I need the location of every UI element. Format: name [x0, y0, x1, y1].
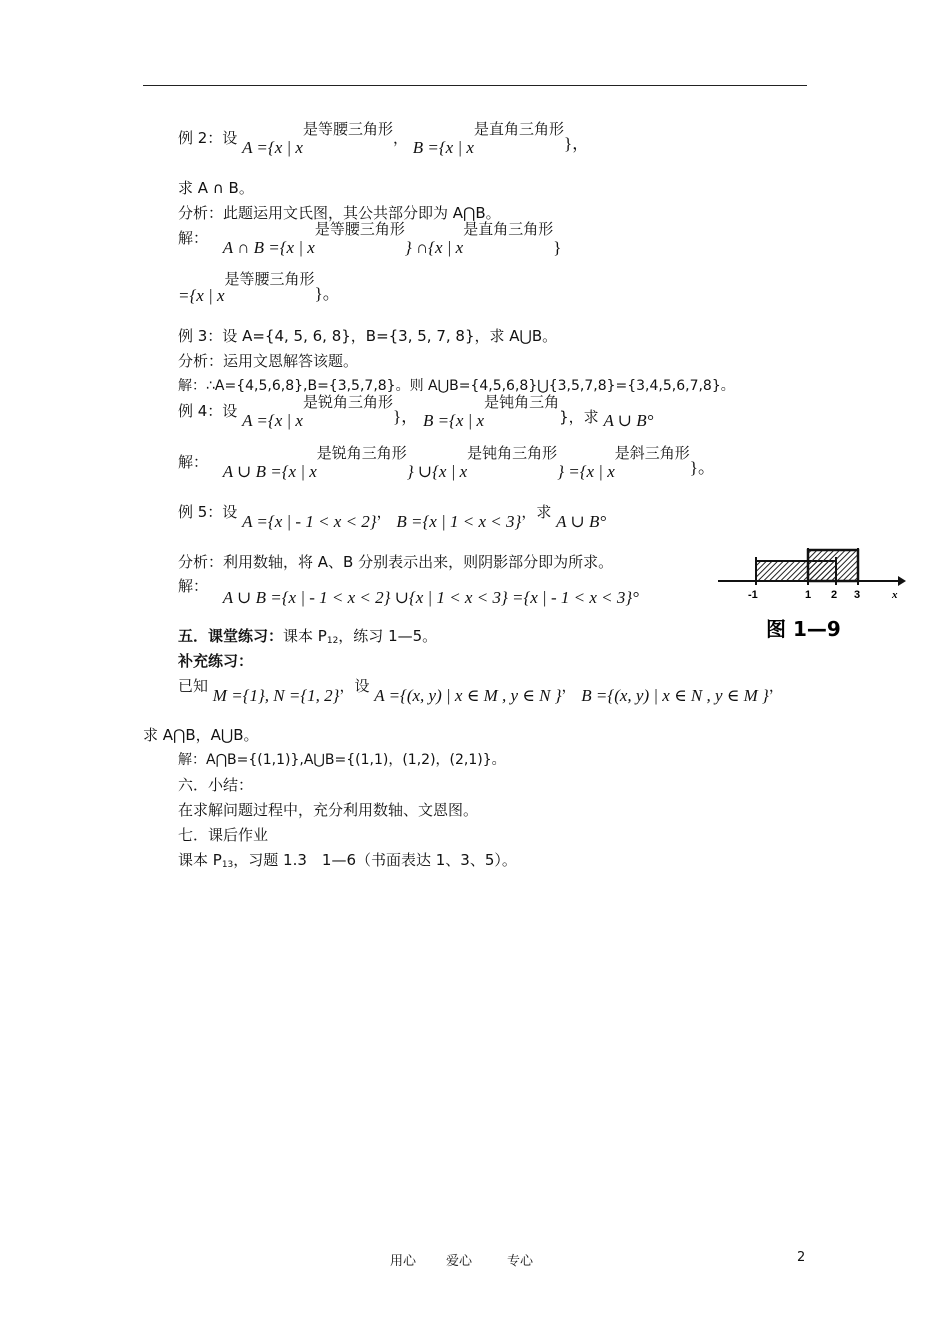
ex5-question: 例 5：设 A ={x | - 1 < x < 2}， B ={x | 1 < x < 3}，求 A ∪ B°	[178, 503, 607, 531]
extra-practice-question: 已知 M ={1}, N ={1, 2}，设 A ={(x, y) | x ∈ M , y ∈ N }， B ={(x, y) | x ∈ N , y ∈ M }，	[178, 677, 784, 705]
extra-practice-ask: 求 A⋂B，A⋃B。	[143, 726, 259, 744]
tick-label-1: 1	[805, 589, 812, 601]
extra-practice-solution: 解：A⋂B={(1,1)},A⋃B={(1,1)，(1,2)，(2,1)}。	[178, 752, 506, 768]
ex2-question: 例 2：设 A ={x | x是等腰三角形， B ={x | x是直角三角形}，	[178, 120, 590, 157]
ex5-solution: 解： A ∪ B ={x | - 1 < x < 2} ∪{x | 1 < x < 3} ={x | - 1 < x < 3}°	[178, 577, 639, 607]
axis-label-x: x	[892, 589, 898, 601]
number-line-figure	[716, 543, 906, 643]
footer-motto-1: 用心	[390, 1254, 417, 1269]
practice-line: 五．课堂练习：课本 $P_{12}$，练习 1—5。	[178, 627, 438, 646]
figure-caption: 图 1—9	[766, 617, 841, 641]
homework-title: 七．课后作业	[178, 826, 269, 844]
ex2-solution-1: 解： A ∩ B ={x | x是等腰三角形} ∩{x | x是直角三角形}	[178, 220, 562, 257]
ex2-label: 例 2：设	[178, 129, 238, 147]
ex3-question: 例 3：设 A={4, 5, 6, 8}，B={3, 5, 7, 8}，求 A⋃B。	[178, 327, 558, 345]
ex2-solution-2: ={x | x是等腰三角形}。	[178, 270, 340, 305]
extra-practice-title: 补充练习：	[178, 652, 254, 670]
axis-arrow-icon	[898, 576, 906, 586]
tick-label-2: 2	[831, 589, 838, 601]
homework-text: 课本 $P_{13}$，习题 1.3 1—6（书面表达 1、3、5）。	[178, 851, 517, 870]
ex3-solution: 解：∴A={4,5,6,8},B={3,5,7,8}。则 A⋃B={4,5,6,8}⋃{3,5,7,8}={3,4,5,6,7,8}。	[178, 378, 735, 394]
ex4-solution: 解： A ∪ B ={x | x是锐角三角形} ∪{x | x是钝角三角形} ={x | x是斜三角形}。	[178, 444, 715, 481]
ex2-analysis: 分析：此题运用文氏图，其公共部分即为 A⋂B。	[178, 204, 501, 222]
footer-motto-2: 爱心	[446, 1254, 473, 1269]
practice-title: 五．课堂练习：	[178, 627, 284, 645]
tick-label-3: 3	[854, 589, 861, 601]
summary-text: 在求解问题过程中，充分利用数轴、文恩图。	[178, 801, 479, 819]
ex2-ask: 求 A ∩ B。	[178, 179, 254, 197]
header-rule	[143, 85, 807, 86]
ex3-analysis: 分析：运用文恩解答该题。	[178, 352, 359, 370]
ex4-question: 例 4：设 A ={x | x是锐角三角形}， B ={x | x是钝角三角}，求 A ∪ B°	[178, 393, 654, 430]
summary-title: 六．小结：	[178, 776, 254, 794]
interval-b-shade	[808, 550, 858, 581]
page-number: 2	[797, 1250, 806, 1265]
ex5-analysis: 分析：利用数轴，将 A、B 分别表示出来，则阴影部分即为所求。	[178, 553, 614, 571]
tick-label-neg1: -1	[748, 589, 758, 601]
footer-motto-3: 专心	[507, 1254, 534, 1269]
